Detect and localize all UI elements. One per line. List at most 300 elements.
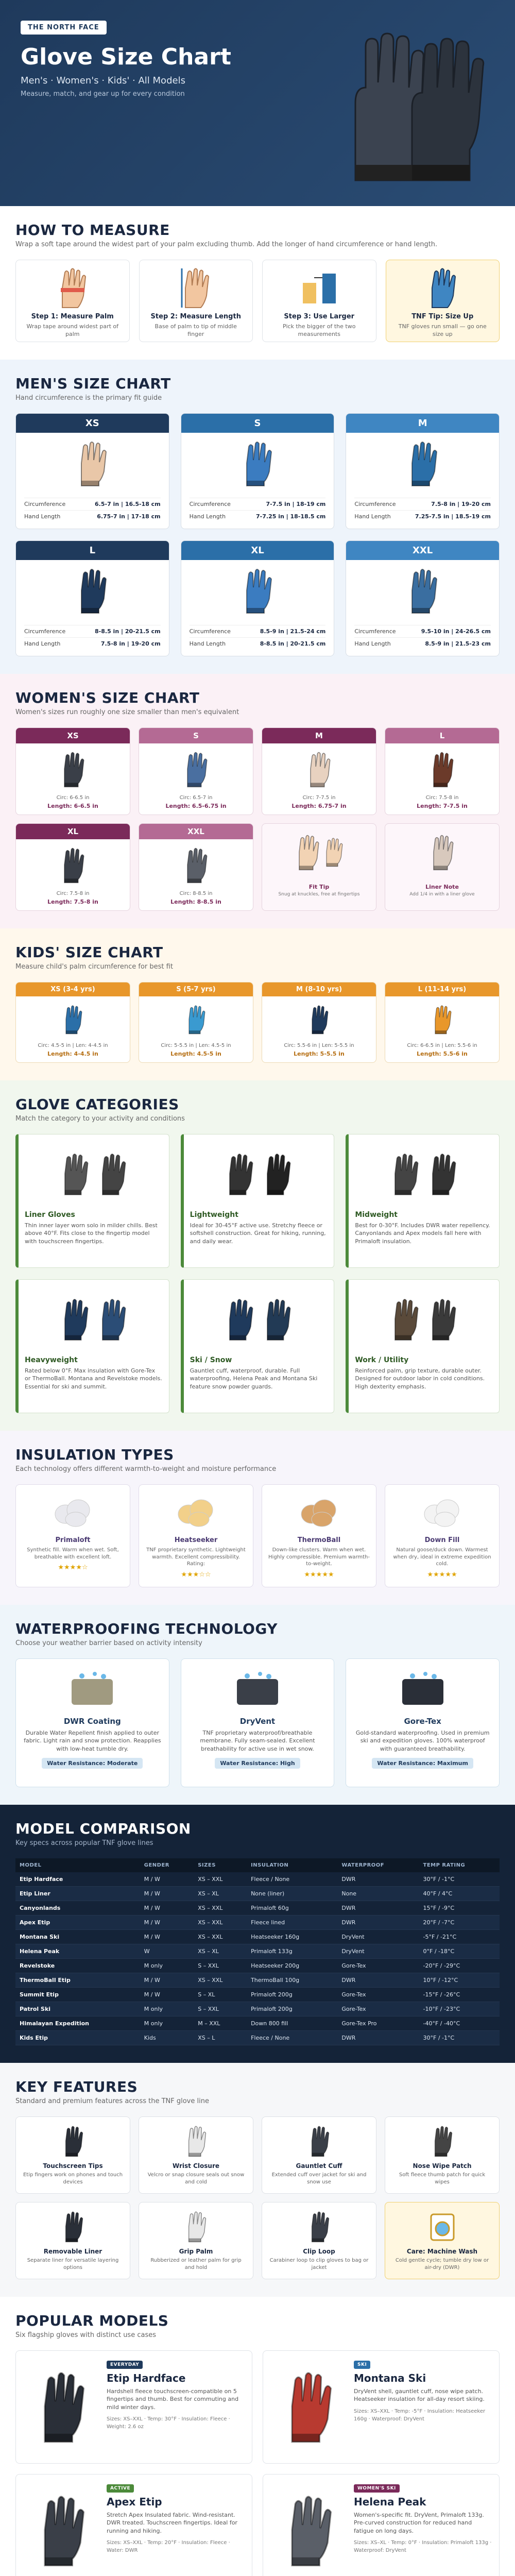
table-cell: M – XXL — [194, 2016, 247, 2031]
section-title: POPULAR MODELS — [15, 2312, 169, 2329]
size-label: M — [262, 728, 376, 743]
glove-icon — [96, 1296, 129, 1343]
len-value: Length: 6.75-7 in — [291, 803, 347, 809]
feature-card — [15, 2202, 130, 2279]
step-card — [262, 260, 376, 342]
feature-desc: Etip fingers work on phones and touch devices — [23, 2172, 123, 2185]
circ-value: 6.5-7 in | 16.5-18 cm — [95, 501, 161, 507]
category-title: Midweight — [355, 1211, 398, 1219]
table-cell: Summit Etip — [15, 1988, 140, 2002]
table-cell: XS – XXL — [194, 1872, 247, 1887]
circ-label: Circumference — [354, 628, 396, 635]
step-title: Step 3: Use Larger — [284, 313, 355, 320]
size-label: XS — [16, 728, 130, 743]
len-value: Length: 6.5-6.75 in — [165, 803, 227, 809]
glove-icon — [59, 750, 87, 789]
section-subtitle: Match the category to your activity and conditions — [15, 1115, 185, 1123]
kids-size-card — [385, 982, 500, 1063]
rating-stars: ★★★★★ — [427, 1570, 457, 1579]
table-cell: Patrol Ski — [15, 2002, 140, 2016]
glove-icon — [58, 1296, 92, 1343]
circ-label: Circumference — [354, 501, 396, 507]
insulation-title: Primaloft — [55, 1536, 91, 1544]
glove-icon — [388, 1296, 422, 1343]
brand-badge: THE NORTH FACE — [21, 21, 107, 35]
product-card[interactable] — [263, 2350, 500, 2464]
section-title: INSULATION TYPES — [15, 1446, 174, 1463]
circ-value: 7.5-8 in | 19-20 cm — [431, 501, 491, 507]
page-note: Measure, match, and gear up for every condition — [21, 90, 185, 98]
category-title: Lightweight — [190, 1211, 238, 1219]
table-row — [15, 1973, 500, 1988]
womens-size-card — [139, 823, 253, 911]
table-cell: Etip Hardface — [15, 1872, 140, 1887]
category-card — [15, 1279, 169, 1413]
feature-glove-icon — [307, 2125, 332, 2157]
len-value: Length: 4.5-5 in — [170, 1050, 221, 1057]
product-tag: WOMEN'S SKI — [354, 2484, 400, 2493]
table-cell: W — [140, 1944, 194, 1959]
len-value: 6.75-7 in | 17-18 cm — [97, 513, 161, 520]
waterproof-title: DryVent — [239, 1717, 276, 1726]
column-header: GENDER — [140, 1858, 194, 1872]
feature-desc: Soft fleece thumb patch for quick wipes — [399, 2172, 486, 2185]
table-cell: -20°F / -29°C — [419, 1959, 500, 1973]
category-desc: Reinforced palm, grip texture, durable outer. Designed for outdoor labor in cold conditions. High dexterity emphasis. — [355, 1367, 485, 1390]
len-value: 7.25-7.5 in | 18.5-19 cm — [415, 513, 491, 520]
circ-value: 8-8.5 in | 20-21.5 cm — [95, 628, 161, 635]
category-title: Ski / Snow — [190, 1356, 232, 1364]
insulation-desc: TNF proprietary synthetic. Lightweight warmth. Excellent compressibility. Rating: — [146, 1547, 246, 1567]
table-cell: -15°F / -26°C — [419, 1988, 500, 2002]
table-cell: Primaloft 133g — [247, 1944, 337, 1959]
feature-title: Nose Wipe Patch — [413, 2162, 472, 2170]
table-cell: ThermoBall 100g — [247, 1973, 337, 1988]
section-title: WOMEN'S SIZE CHART — [15, 689, 200, 706]
insulation-card — [15, 1484, 130, 1587]
section-subtitle: Standard and premium features across the TNF glove line — [15, 2097, 209, 2105]
section-subtitle: Six flagship gloves with distinct use cases — [15, 2331, 156, 2339]
table-cell: Primaloft 200g — [247, 1988, 337, 2002]
table-cell: 30°F / -1°C — [419, 1872, 500, 1887]
len-value: Length: 8-8.5 in — [170, 899, 221, 905]
waterproof-desc: Gold-standard waterproofing. Used in premium ski and expedition gloves. 100% waterproof with guaranteed breathability. — [355, 1730, 490, 1752]
insulation-title: Down Fill — [424, 1536, 460, 1544]
kids-size-section — [0, 928, 515, 1080]
product-tag: EVERYDAY — [107, 2361, 143, 2369]
kids-size-card — [262, 982, 376, 1063]
section-subtitle: Choose your weather barrier based on activity intensity — [15, 1639, 202, 1647]
glove-icon — [307, 1004, 331, 1036]
section-title: KEY FEATURES — [15, 2078, 138, 2095]
table-cell: XS – XXL — [194, 1930, 247, 1944]
feature-desc: Cold gentle cycle; tumble dry low or air-dry (DWR) — [395, 2258, 489, 2270]
product-glove-icon — [33, 2368, 90, 2446]
glove-icon — [428, 750, 456, 789]
table-cell: 40°F / 4°C — [419, 1887, 500, 1901]
feature-desc: Rubberized or leather palm for grip and hold — [150, 2258, 242, 2270]
circ-label: Circumference — [24, 501, 66, 507]
feature-card — [385, 2116, 500, 2194]
insulation-card — [262, 1484, 376, 1587]
glove-icon — [61, 1004, 84, 1036]
section-title: GLOVE CATEGORIES — [15, 1096, 179, 1113]
table-cell: S – XL — [194, 1988, 247, 2002]
womens-size-card — [15, 727, 130, 815]
section-title: KIDS' SIZE CHART — [15, 944, 163, 961]
insulation-icon — [53, 1494, 94, 1530]
page-title: Glove Size Chart — [21, 44, 231, 70]
rating-stars: ★★★★★ — [304, 1570, 334, 1579]
table-cell: Heatseeker 200g — [247, 1959, 337, 1973]
womens-size-card — [15, 823, 130, 911]
category-card — [346, 1134, 500, 1268]
glove-icon — [428, 833, 456, 872]
table-cell: 10°F / -12°C — [419, 1973, 500, 1988]
table-cell: XS – XXL — [194, 1916, 247, 1930]
size-label: S — [181, 414, 334, 433]
glove-icon — [426, 1296, 459, 1343]
table-cell: Himalayan Expedition — [15, 2016, 140, 2031]
womens-note-card — [385, 823, 500, 911]
glove-icon — [305, 750, 333, 789]
page-subtitle: Men's · Women's · Kids' · All Models — [21, 75, 185, 86]
product-glove-icon — [281, 2368, 337, 2446]
table-cell: Gore-Tex Pro — [337, 2016, 419, 2031]
glove-icon — [294, 833, 322, 872]
table-cell: Gore-Tex — [337, 1988, 419, 2002]
feature-title: Removable Liner — [43, 2248, 102, 2255]
section-title: MEN'S SIZE CHART — [15, 375, 171, 392]
category-title: Work / Utility — [355, 1356, 409, 1364]
product-desc: Stretch Apex Insulated fabric. Wind-resistant. DWR treated. Touchscreen fingertips. Ideal for running and hiking. — [107, 2512, 237, 2534]
glove-icon — [58, 1151, 92, 1197]
fabric-swatch-icon — [66, 1669, 118, 1710]
popular-models-section — [0, 2297, 515, 2576]
glove-icon — [239, 568, 276, 614]
table-row — [15, 2031, 500, 2045]
circ-value: Circ: 5.5-6 in | Len: 5-5.5 in — [284, 1043, 354, 1048]
mens-size-card — [15, 413, 169, 529]
feature-glove-icon — [307, 2211, 332, 2243]
section-title: WATERPROOFING TECHNOLOGY — [15, 1620, 278, 1637]
len-value: 8.5-9 in | 21.5-23 cm — [425, 640, 491, 647]
product-specs: Sizes: XS–XXL · Temp: 20°F · Insulation: Fleece · Water: DWR — [107, 2540, 230, 2554]
section-subtitle: Women's sizes run roughly one size smaller than men's equivalent — [15, 708, 239, 716]
product-glove-icon — [33, 2492, 90, 2569]
section-subtitle: Measure child's palm circumference for best fit — [15, 963, 173, 971]
table-row — [15, 1944, 500, 1959]
circ-value: Circ: 6-6.5 in | Len: 5.5-6 in — [407, 1043, 477, 1048]
womens-size-section — [0, 674, 515, 928]
mens-size-card — [346, 413, 500, 529]
step-desc: Wrap tape around widest part of palm — [26, 323, 119, 337]
waterproof-card — [346, 1658, 500, 1787]
insulation-card — [385, 1484, 500, 1587]
len-value: Length: 4-4.5 in — [47, 1050, 98, 1057]
table-row — [15, 1887, 500, 1901]
table-cell: Kids — [140, 2031, 194, 2045]
glove-icon — [426, 1151, 459, 1197]
category-desc: Rated below 0°F. Max insulation with Gore-Tex or ThermoBall. Montana and Revelstoke models. Essential for ski and summit. — [25, 1367, 162, 1390]
glove-icon — [59, 846, 87, 885]
resistance-badge: Water Resistance: High — [215, 1758, 300, 1769]
product-tag: ACTIVE — [107, 2484, 134, 2493]
table-cell: Heatseeker 160g — [247, 1930, 337, 1944]
category-card — [346, 1279, 500, 1413]
size-label: S (5-7 yrs) — [139, 982, 253, 996]
womens-note-card — [262, 823, 376, 911]
table-row — [15, 1916, 500, 1930]
circ-value: Circ: 4.5-5 in | Len: 4-4.5 in — [38, 1043, 108, 1048]
glove-icon — [182, 846, 210, 885]
table-cell: DryVent — [337, 1930, 419, 1944]
size-label: L — [16, 541, 169, 560]
table-cell: Fleece lined — [247, 1916, 337, 1930]
glove-icon — [182, 750, 210, 789]
feature-card — [139, 2116, 253, 2194]
table-cell: M / W — [140, 1988, 194, 2002]
table-cell: -40°F / -40°C — [419, 2016, 500, 2031]
table-cell: M / W — [140, 1916, 194, 1930]
key-features-section — [0, 2063, 515, 2297]
len-label: Hand Length — [24, 640, 61, 647]
len-label: Hand Length — [354, 513, 391, 520]
circ-value: Circ: 6-6.5 in — [56, 795, 90, 801]
glove-icon — [431, 1004, 454, 1036]
len-value: Length: 5-5.5 in — [294, 1050, 345, 1057]
category-desc: Gauntlet cuff, waterproof, durable. Full waterproofing, Helena Peak and Montana Ski feature snow powder guards. — [190, 1367, 318, 1390]
product-name: Apex Etip — [107, 2496, 162, 2508]
womens-size-card — [262, 727, 376, 815]
model-comparison-section — [0, 1805, 515, 2063]
feature-title: Gauntlet Cuff — [296, 2162, 342, 2170]
circ-label: Circumference — [189, 501, 231, 507]
mens-size-card — [346, 540, 500, 656]
column-header: TEMP RATING — [419, 1858, 500, 1872]
table-cell: M only — [140, 2002, 194, 2016]
step-title: Step 2: Measure Length — [150, 313, 241, 320]
table-cell: DWR — [337, 1901, 419, 1916]
insulation-section — [0, 1431, 515, 1605]
section-subtitle: Hand circumference is the primary fit guide — [15, 394, 162, 402]
kids-size-card — [139, 982, 253, 1063]
fabric-swatch-icon — [232, 1669, 283, 1710]
feature-desc: Extended cuff over jacket for ski and snow use — [271, 2172, 367, 2185]
column-header: INSULATION — [247, 1858, 337, 1872]
circ-value: Circ: 8-8.5 in — [179, 891, 213, 896]
waterproof-title: Gore-Tex — [404, 1717, 441, 1726]
table-cell: DWR — [337, 1973, 419, 1988]
table-cell: -5°F / -21°C — [419, 1930, 500, 1944]
glove-icon — [405, 440, 441, 487]
feature-card — [139, 2202, 253, 2279]
womens-size-card — [385, 727, 500, 815]
table-cell: Canyonlands — [15, 1901, 140, 1916]
waterproof-desc: Durable Water Repellent finish applied to outer fabric. Light rain and snow protection. Reapplies with low-heat tumble dry. — [24, 1730, 161, 1752]
table-cell: XS – XXL — [194, 1901, 247, 1916]
table-cell: 15°F / -9°C — [419, 1901, 500, 1916]
note-sub: Snug at knuckles, free at fingertips — [278, 892, 360, 897]
table-cell: None — [337, 1887, 419, 1901]
feature-card — [262, 2202, 376, 2279]
table-cell: XS – XL — [194, 1944, 247, 1959]
table-cell: Helena Peak — [15, 1944, 140, 1959]
feature-card — [385, 2202, 500, 2279]
tip-card — [386, 260, 500, 342]
mens-size-card — [181, 413, 335, 529]
feature-glove-icon — [184, 2125, 209, 2157]
table-cell: DWR — [337, 1916, 419, 1930]
step-desc: TNF gloves run small — go one size up — [398, 323, 487, 337]
glove-icon — [96, 1151, 129, 1197]
product-specs: Sizes: XS–XXL · Temp: -5°F · Insulation: Heatseeker 160g · Waterproof: DryVent — [354, 2408, 486, 2422]
step-desc: Base of palm to tip of middle finger — [154, 323, 237, 337]
circ-value: Circ: 7.5-8 in — [56, 891, 90, 896]
table-cell: DWR — [337, 1872, 419, 1887]
product-tag: SKI — [354, 2361, 370, 2369]
insulation-desc: Natural goose/duck down. Warmest when dry, ideal in extreme expedition cold. — [393, 1547, 491, 1567]
womens-size-card — [139, 727, 253, 815]
section-title: HOW TO MEASURE — [15, 222, 170, 239]
section-subtitle: Key specs across popular TNF glove lines — [15, 1839, 153, 1847]
category-card — [181, 1279, 335, 1413]
feature-title: Grip Palm — [179, 2248, 213, 2255]
waterproof-title: DWR Coating — [63, 1717, 121, 1726]
waterproof-card — [15, 1658, 169, 1787]
circ-value: 9.5-10 in | 24-26.5 cm — [421, 628, 491, 635]
mens-size-section — [0, 360, 515, 674]
product-card[interactable] — [263, 2474, 500, 2576]
table-cell: Montana Ski — [15, 1930, 140, 1944]
product-card[interactable] — [15, 2350, 252, 2464]
table-cell: Etip Liner — [15, 1887, 140, 1901]
note-label: Liner Note — [425, 884, 459, 890]
table-cell: 30°F / -1°C — [419, 2031, 500, 2045]
product-desc: DryVent shell, gauntlet cuff, nose wipe patch. Heatseeker insulation for all-day resort skiing. — [354, 2388, 485, 2403]
hero-gloves-icon — [324, 26, 494, 191]
table-cell: 0°F / -18°C — [419, 1944, 500, 1959]
product-specs: Sizes: XS–XL · Temp: 0°F · Insulation: Primaloft 133g · Waterproof: DryVent — [354, 2540, 492, 2554]
feature-title: Wrist Closure — [172, 2162, 220, 2170]
hand-length-icon — [178, 267, 214, 309]
len-label: Hand Length — [189, 640, 226, 647]
table-cell: ThermoBall Etip — [15, 1973, 140, 1988]
note-sub: Add 1/4 in with a liner glove — [409, 892, 475, 897]
table-cell: 20°F / -7°C — [419, 1916, 500, 1930]
len-value: Length: 7.5-8 in — [47, 899, 98, 905]
glove-categories-section — [0, 1080, 515, 1431]
table-cell: M only — [140, 1959, 194, 1973]
product-desc: Hardshell fleece touchscreen-compatible on 5 fingertips and thumb. Best for commuting and mild winter days. — [107, 2388, 239, 2411]
resistance-badge: Water Resistance: Maximum — [372, 1758, 473, 1769]
product-desc: Women's-specific fit. DryVent, Primaloft 133g. Pre-curved construction for reduced hand fatigue on long days. — [354, 2512, 484, 2534]
table-cell: None (liner) — [247, 1887, 337, 1901]
feature-desc: Velcro or snap closure seals out snow and cold — [147, 2172, 245, 2185]
category-card — [181, 1134, 335, 1268]
waterproof-card — [181, 1658, 335, 1787]
product-card[interactable] — [15, 2474, 252, 2576]
table-cell: Fleece / None — [247, 1872, 337, 1887]
glove-icon — [261, 1296, 294, 1343]
insulation-icon — [299, 1494, 340, 1530]
size-label: L (11-14 yrs) — [385, 982, 499, 996]
len-value: 8-8.5 in | 20-21.5 cm — [260, 640, 326, 647]
table-cell: Gore-Tex — [337, 1959, 419, 1973]
section-subtitle: Each technology offers different warmth-to-weight and moisture performance — [15, 1465, 277, 1473]
glove-icon — [322, 836, 345, 868]
feature-glove-icon — [61, 2211, 85, 2243]
size-label: S — [139, 728, 253, 743]
feature-desc: Carabiner loop to clip gloves to bag or jacket — [269, 2258, 369, 2270]
how-to-measure-section — [0, 206, 515, 360]
len-value: Length: 6-6.5 in — [47, 803, 98, 809]
size-label: L — [385, 728, 499, 743]
note-label: Fit Tip — [308, 884, 330, 890]
circ-value: 8.5-9 in | 21.5-24 cm — [260, 628, 326, 635]
category-desc: Best for 0-30°F. Includes DWR water repellency. Canyonlands and Apex models fall here with Primaloft insulation. — [355, 1222, 490, 1245]
step-title: TNF Tip: Size Up — [411, 313, 474, 320]
glove-icon — [388, 1151, 422, 1197]
table-cell: Fleece / None — [247, 2031, 337, 2045]
table-cell: Primaloft 200g — [247, 2002, 337, 2016]
step-card — [139, 260, 253, 342]
insulation-icon — [422, 1494, 463, 1530]
insulation-icon — [176, 1494, 217, 1530]
hand-measure-icon — [55, 267, 91, 309]
category-desc: Ideal for 30-45°F active use. Stretchy fleece or softshell construction. Great for hiking, running, and daily wear. — [190, 1222, 326, 1245]
comparison-table — [15, 1858, 500, 2045]
table-cell: XS – XL — [194, 1887, 247, 1901]
glove-icon — [184, 1004, 208, 1036]
washing-machine-icon — [427, 2211, 458, 2242]
glove-icon — [74, 440, 110, 487]
table-cell: Revelstoke — [15, 1959, 140, 1973]
table-row — [15, 2016, 500, 2031]
table-cell: Primaloft 60g — [247, 1901, 337, 1916]
size-label: XS (3-4 yrs) — [16, 982, 130, 996]
product-name: Montana Ski — [354, 2372, 426, 2384]
table-cell: DryVent — [337, 1944, 419, 1959]
glove-icon — [223, 1151, 256, 1197]
size-label: XXL — [346, 541, 499, 560]
circ-value: Circ: 7.5-8 in — [425, 795, 459, 801]
table-cell: M / W — [140, 1973, 194, 1988]
size-label: M (8-10 yrs) — [262, 982, 376, 996]
size-label: XXL — [139, 824, 253, 839]
size-label: XS — [16, 414, 169, 433]
len-value: 7-7.25 in | 18-18.5 cm — [256, 513, 326, 520]
product-specs: Sizes: XS–XXL · Temp: 30°F · Insulation: Fleece · Weight: 2.6 oz — [107, 2416, 230, 2430]
table-cell: XS – XXL — [194, 1973, 247, 1988]
circ-value: 7-7.5 in | 18-19 cm — [266, 501, 326, 507]
waterproofing-section — [0, 1605, 515, 1805]
rating-stars: ★★★☆☆ — [181, 1570, 211, 1579]
table-row — [15, 1959, 500, 1973]
category-desc: Thin inner layer worn solo in milder chills. Best above 40°F. Fits close to the fingertip model with touchscreen fingertips. — [25, 1222, 158, 1245]
table-cell: Down 800 fill — [247, 2016, 337, 2031]
glove-tip-icon — [424, 267, 460, 309]
mens-size-card — [181, 540, 335, 656]
table-row — [15, 1930, 500, 1944]
feature-glove-icon — [430, 2125, 455, 2157]
table-cell: M / W — [140, 1901, 194, 1916]
glove-icon — [261, 1151, 294, 1197]
circ-value: Circ: 6.5-7 in — [179, 795, 213, 801]
insulation-desc: Synthetic fill. Warm when wet. Soft, breathable with excellent loft. — [27, 1547, 119, 1560]
section-subtitle: Wrap a soft tape around the widest part of your palm excluding thumb. Add the longer of hand circumference or hand length. — [15, 241, 438, 248]
feature-title: Care: Machine Wash — [406, 2248, 478, 2255]
